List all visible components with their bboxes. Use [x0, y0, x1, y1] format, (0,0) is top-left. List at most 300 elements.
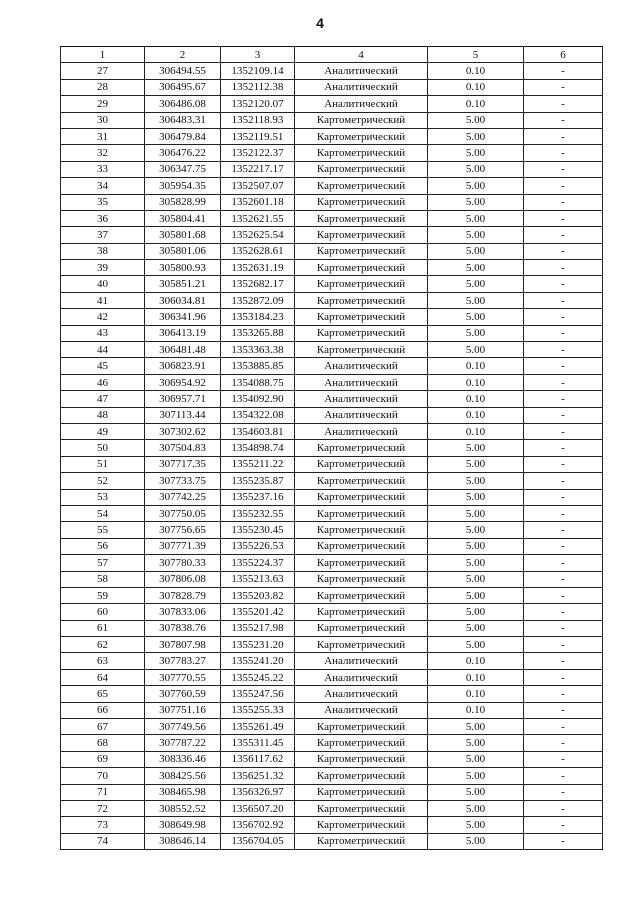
y-coordinate-cell: 1356702.92 [221, 817, 295, 833]
x-coordinate-cell: 306034.81 [145, 292, 221, 308]
description-cell: - [524, 473, 603, 489]
description-cell: - [524, 112, 603, 128]
point-number-cell: 60 [61, 604, 145, 620]
y-coordinate-cell: 1352621.55 [221, 210, 295, 226]
point-number-cell: 43 [61, 325, 145, 341]
table-row [61, 407, 603, 423]
method-cell: Картометрический [295, 538, 428, 554]
description-cell: - [524, 178, 603, 194]
accuracy-cell: 5.00 [428, 440, 524, 456]
description-cell: - [524, 538, 603, 554]
table-row [61, 325, 603, 341]
point-number-cell: 33 [61, 161, 145, 177]
description-cell: - [524, 637, 603, 653]
x-coordinate-cell: 307780.33 [145, 555, 221, 571]
method-cell: Картометрический [295, 112, 428, 128]
accuracy-cell: 5.00 [428, 587, 524, 603]
x-coordinate-cell: 308552.52 [145, 800, 221, 816]
point-number-cell: 51 [61, 456, 145, 472]
table-row [61, 489, 603, 505]
x-coordinate-cell: 307742.25 [145, 489, 221, 505]
accuracy-cell: 5.00 [428, 194, 524, 210]
accuracy-cell: 5.00 [428, 719, 524, 735]
table-row [61, 358, 603, 374]
method-cell: Картометрический [295, 751, 428, 767]
accuracy-cell: 5.00 [428, 178, 524, 194]
table-row [61, 292, 603, 308]
x-coordinate-cell: 306479.84 [145, 128, 221, 144]
accuracy-cell: 5.00 [428, 784, 524, 800]
y-coordinate-cell: 1355247.56 [221, 686, 295, 702]
description-cell: - [524, 702, 603, 718]
point-number-cell: 73 [61, 817, 145, 833]
method-cell: Картометрический [295, 817, 428, 833]
table-row [61, 112, 603, 128]
y-coordinate-cell: 1354088.75 [221, 374, 295, 390]
column-header-y-coordinate: 3 [221, 47, 295, 63]
y-coordinate-cell: 1352120.07 [221, 96, 295, 112]
y-coordinate-cell: 1356704.05 [221, 833, 295, 849]
x-coordinate-cell: 305851.21 [145, 276, 221, 292]
accuracy-cell: 5.00 [428, 342, 524, 358]
accuracy-cell: 5.00 [428, 817, 524, 833]
method-cell: Аналитический [295, 391, 428, 407]
table-body [61, 63, 603, 850]
y-coordinate-cell: 1353363.38 [221, 342, 295, 358]
accuracy-cell: 5.00 [428, 538, 524, 554]
method-cell: Картометрический [295, 145, 428, 161]
description-cell: - [524, 210, 603, 226]
table-row [61, 276, 603, 292]
y-coordinate-cell: 1355201.42 [221, 604, 295, 620]
description-cell: - [524, 161, 603, 177]
method-cell: Картометрический [295, 604, 428, 620]
x-coordinate-cell: 306486.08 [145, 96, 221, 112]
table-row [61, 210, 603, 226]
description-cell: - [524, 63, 603, 79]
point-number-cell: 57 [61, 555, 145, 571]
table-row [61, 604, 603, 620]
accuracy-cell: 5.00 [428, 325, 524, 341]
description-cell: - [524, 800, 603, 816]
point-number-cell: 47 [61, 391, 145, 407]
x-coordinate-cell: 307113.44 [145, 407, 221, 423]
accuracy-cell: 5.00 [428, 456, 524, 472]
x-coordinate-cell: 305801.06 [145, 243, 221, 259]
point-number-cell: 55 [61, 522, 145, 538]
accuracy-cell: 0.10 [428, 374, 524, 390]
accuracy-cell: 0.10 [428, 391, 524, 407]
method-cell: Картометрический [295, 833, 428, 849]
accuracy-cell: 5.00 [428, 128, 524, 144]
table-row [61, 423, 603, 439]
x-coordinate-cell: 307828.79 [145, 587, 221, 603]
table-row [61, 702, 603, 718]
x-coordinate-cell: 307806.08 [145, 571, 221, 587]
x-coordinate-cell: 306957.71 [145, 391, 221, 407]
table-row [61, 128, 603, 144]
table-row [61, 194, 603, 210]
description-cell: - [524, 784, 603, 800]
x-coordinate-cell: 305800.93 [145, 260, 221, 276]
method-cell: Картометрический [295, 178, 428, 194]
accuracy-cell: 0.10 [428, 702, 524, 718]
method-cell: Аналитический [295, 79, 428, 95]
table-row [61, 571, 603, 587]
x-coordinate-cell: 307771.39 [145, 538, 221, 554]
x-coordinate-cell: 307749.56 [145, 719, 221, 735]
method-cell: Картометрический [295, 276, 428, 292]
point-number-cell: 44 [61, 342, 145, 358]
method-cell: Аналитический [295, 96, 428, 112]
point-number-cell: 49 [61, 423, 145, 439]
x-coordinate-cell: 307302.62 [145, 423, 221, 439]
accuracy-cell: 5.00 [428, 260, 524, 276]
accuracy-cell: 5.00 [428, 145, 524, 161]
method-cell: Картометрический [295, 243, 428, 259]
x-coordinate-cell: 307807.98 [145, 637, 221, 653]
accuracy-cell: 5.00 [428, 489, 524, 505]
description-cell: - [524, 686, 603, 702]
y-coordinate-cell: 1354898.74 [221, 440, 295, 456]
accuracy-cell: 5.00 [428, 800, 524, 816]
point-number-cell: 74 [61, 833, 145, 849]
y-coordinate-cell: 1353265.88 [221, 325, 295, 341]
accuracy-cell: 5.00 [428, 571, 524, 587]
table-row [61, 342, 603, 358]
accuracy-cell: 5.00 [428, 522, 524, 538]
table-row [61, 637, 603, 653]
table-row [61, 751, 603, 767]
x-coordinate-cell: 306483.31 [145, 112, 221, 128]
accuracy-cell: 5.00 [428, 735, 524, 751]
table-row [61, 669, 603, 685]
description-cell: - [524, 194, 603, 210]
description-cell: - [524, 128, 603, 144]
description-cell: - [524, 653, 603, 669]
method-cell: Аналитический [295, 653, 428, 669]
description-cell: - [524, 227, 603, 243]
coordinates-table [60, 46, 603, 850]
point-number-cell: 72 [61, 800, 145, 816]
method-cell: Аналитический [295, 686, 428, 702]
x-coordinate-cell: 307750.05 [145, 505, 221, 521]
method-cell: Картометрический [295, 473, 428, 489]
page-number: 4 [316, 15, 324, 31]
method-cell: Картометрический [295, 768, 428, 784]
description-cell: - [524, 374, 603, 390]
table-row [61, 735, 603, 751]
method-cell: Картометрический [295, 587, 428, 603]
description-cell: - [524, 358, 603, 374]
y-coordinate-cell: 1355211.22 [221, 456, 295, 472]
point-number-cell: 64 [61, 669, 145, 685]
point-number-cell: 40 [61, 276, 145, 292]
header-row [61, 47, 603, 63]
point-number-cell: 41 [61, 292, 145, 308]
method-cell: Картометрический [295, 784, 428, 800]
y-coordinate-cell: 1356117.62 [221, 751, 295, 767]
method-cell: Аналитический [295, 423, 428, 439]
column-header-point-number: 1 [61, 47, 145, 63]
method-cell: Картометрический [295, 555, 428, 571]
point-number-cell: 36 [61, 210, 145, 226]
table-row [61, 505, 603, 521]
accuracy-cell: 5.00 [428, 161, 524, 177]
y-coordinate-cell: 1352507.07 [221, 178, 295, 194]
point-number-cell: 58 [61, 571, 145, 587]
point-number-cell: 35 [61, 194, 145, 210]
y-coordinate-cell: 1352112.38 [221, 79, 295, 95]
table-row [61, 309, 603, 325]
column-header-description: 6 [524, 47, 603, 63]
description-cell: - [524, 145, 603, 161]
x-coordinate-cell: 307504.83 [145, 440, 221, 456]
method-cell: Аналитический [295, 374, 428, 390]
point-number-cell: 62 [61, 637, 145, 653]
x-coordinate-cell: 307756.65 [145, 522, 221, 538]
y-coordinate-cell: 1352628.61 [221, 243, 295, 259]
y-coordinate-cell: 1356326.97 [221, 784, 295, 800]
method-cell: Картометрический [295, 505, 428, 521]
accuracy-cell: 5.00 [428, 276, 524, 292]
x-coordinate-cell: 307717.35 [145, 456, 221, 472]
x-coordinate-cell: 307770.55 [145, 669, 221, 685]
table-row [61, 96, 603, 112]
x-coordinate-cell: 305804.41 [145, 210, 221, 226]
table-row [61, 243, 603, 259]
accuracy-cell: 0.10 [428, 669, 524, 685]
point-number-cell: 38 [61, 243, 145, 259]
table-row [61, 145, 603, 161]
y-coordinate-cell: 1352119.51 [221, 128, 295, 144]
description-cell: - [524, 571, 603, 587]
y-coordinate-cell: 1355245.22 [221, 669, 295, 685]
x-coordinate-cell: 308465.98 [145, 784, 221, 800]
accuracy-cell: 0.10 [428, 686, 524, 702]
description-cell: - [524, 522, 603, 538]
accuracy-cell: 5.00 [428, 768, 524, 784]
table-row [61, 79, 603, 95]
method-cell: Картометрический [295, 719, 428, 735]
description-cell: - [524, 587, 603, 603]
method-cell: Картометрический [295, 210, 428, 226]
point-number-cell: 53 [61, 489, 145, 505]
table-row [61, 620, 603, 636]
y-coordinate-cell: 1355224.37 [221, 555, 295, 571]
point-number-cell: 39 [61, 260, 145, 276]
point-number-cell: 52 [61, 473, 145, 489]
description-cell: - [524, 79, 603, 95]
accuracy-cell: 0.10 [428, 63, 524, 79]
y-coordinate-cell: 1355235.87 [221, 473, 295, 489]
y-coordinate-cell: 1353885.85 [221, 358, 295, 374]
column-header-accuracy: 5 [428, 47, 524, 63]
method-cell: Картометрический [295, 637, 428, 653]
point-number-cell: 59 [61, 587, 145, 603]
method-cell: Картометрический [295, 260, 428, 276]
y-coordinate-cell: 1355241.20 [221, 653, 295, 669]
y-coordinate-cell: 1355261.49 [221, 719, 295, 735]
description-cell: - [524, 456, 603, 472]
x-coordinate-cell: 307838.76 [145, 620, 221, 636]
description-cell: - [524, 751, 603, 767]
description-cell: - [524, 833, 603, 849]
table-row [61, 833, 603, 849]
description-cell: - [524, 292, 603, 308]
table-row [61, 686, 603, 702]
x-coordinate-cell: 306347.75 [145, 161, 221, 177]
y-coordinate-cell: 1355237.16 [221, 489, 295, 505]
method-cell: Картометрический [295, 800, 428, 816]
method-cell: Картометрический [295, 227, 428, 243]
table-row [61, 374, 603, 390]
description-cell: - [524, 260, 603, 276]
x-coordinate-cell: 308649.98 [145, 817, 221, 833]
y-coordinate-cell: 1355217.98 [221, 620, 295, 636]
accuracy-cell: 5.00 [428, 833, 524, 849]
y-coordinate-cell: 1352601.18 [221, 194, 295, 210]
point-number-cell: 70 [61, 768, 145, 784]
point-number-cell: 37 [61, 227, 145, 243]
x-coordinate-cell: 308425.56 [145, 768, 221, 784]
y-coordinate-cell: 1352682.17 [221, 276, 295, 292]
description-cell: - [524, 669, 603, 685]
accuracy-cell: 5.00 [428, 604, 524, 620]
accuracy-cell: 0.10 [428, 653, 524, 669]
x-coordinate-cell: 308336.46 [145, 751, 221, 767]
point-number-cell: 66 [61, 702, 145, 718]
method-cell: Картометрический [295, 342, 428, 358]
y-coordinate-cell: 1354603.81 [221, 423, 295, 439]
x-coordinate-cell: 307833.06 [145, 604, 221, 620]
y-coordinate-cell: 1352631.19 [221, 260, 295, 276]
accuracy-cell: 5.00 [428, 309, 524, 325]
y-coordinate-cell: 1352217.17 [221, 161, 295, 177]
x-coordinate-cell: 306954.92 [145, 374, 221, 390]
description-cell: - [524, 719, 603, 735]
method-cell: Аналитический [295, 358, 428, 374]
y-coordinate-cell: 1354092.90 [221, 391, 295, 407]
table-row [61, 260, 603, 276]
description-cell: - [524, 735, 603, 751]
x-coordinate-cell: 306495.67 [145, 79, 221, 95]
point-number-cell: 56 [61, 538, 145, 554]
y-coordinate-cell: 1355255.33 [221, 702, 295, 718]
description-cell: - [524, 505, 603, 521]
point-number-cell: 34 [61, 178, 145, 194]
point-number-cell: 27 [61, 63, 145, 79]
point-number-cell: 71 [61, 784, 145, 800]
point-number-cell: 67 [61, 719, 145, 735]
description-cell: - [524, 391, 603, 407]
x-coordinate-cell: 306481.48 [145, 342, 221, 358]
accuracy-cell: 5.00 [428, 620, 524, 636]
accuracy-cell: 5.00 [428, 243, 524, 259]
point-number-cell: 68 [61, 735, 145, 751]
table-row [61, 440, 603, 456]
method-cell: Картометрический [295, 489, 428, 505]
x-coordinate-cell: 306823.91 [145, 358, 221, 374]
method-cell: Картометрический [295, 522, 428, 538]
y-coordinate-cell: 1353184.23 [221, 309, 295, 325]
method-cell: Картометрический [295, 620, 428, 636]
x-coordinate-cell: 307751.16 [145, 702, 221, 718]
y-coordinate-cell: 1352625.54 [221, 227, 295, 243]
description-cell: - [524, 342, 603, 358]
method-cell: Аналитический [295, 669, 428, 685]
column-header-x-coordinate: 2 [145, 47, 221, 63]
table-header [61, 47, 603, 63]
accuracy-cell: 5.00 [428, 505, 524, 521]
description-cell: - [524, 309, 603, 325]
table-row [61, 555, 603, 571]
y-coordinate-cell: 1355203.82 [221, 587, 295, 603]
method-cell: Картометрический [295, 161, 428, 177]
table-row [61, 456, 603, 472]
accuracy-cell: 0.10 [428, 358, 524, 374]
x-coordinate-cell: 305954.35 [145, 178, 221, 194]
table-row [61, 653, 603, 669]
method-cell: Картометрический [295, 194, 428, 210]
table-row [61, 719, 603, 735]
description-cell: - [524, 620, 603, 636]
y-coordinate-cell: 1356251.32 [221, 768, 295, 784]
x-coordinate-cell: 307783.27 [145, 653, 221, 669]
description-cell: - [524, 604, 603, 620]
y-coordinate-cell: 1354322.08 [221, 407, 295, 423]
y-coordinate-cell: 1356507.20 [221, 800, 295, 816]
method-cell: Картометрический [295, 128, 428, 144]
point-number-cell: 48 [61, 407, 145, 423]
x-coordinate-cell: 306476.22 [145, 145, 221, 161]
method-cell: Аналитический [295, 407, 428, 423]
y-coordinate-cell: 1355226.53 [221, 538, 295, 554]
x-coordinate-cell: 306341.96 [145, 309, 221, 325]
description-cell: - [524, 555, 603, 571]
point-number-cell: 32 [61, 145, 145, 161]
accuracy-cell: 5.00 [428, 112, 524, 128]
x-coordinate-cell: 307787.22 [145, 735, 221, 751]
point-number-cell: 29 [61, 96, 145, 112]
point-number-cell: 45 [61, 358, 145, 374]
accuracy-cell: 0.10 [428, 96, 524, 112]
table-row [61, 63, 603, 79]
point-number-cell: 28 [61, 79, 145, 95]
x-coordinate-cell: 308646.14 [145, 833, 221, 849]
method-cell: Картометрический [295, 440, 428, 456]
description-cell: - [524, 817, 603, 833]
method-cell: Картометрический [295, 325, 428, 341]
x-coordinate-cell: 306494.55 [145, 63, 221, 79]
description-cell: - [524, 407, 603, 423]
accuracy-cell: 0.10 [428, 407, 524, 423]
table-row [61, 227, 603, 243]
x-coordinate-cell: 306413.19 [145, 325, 221, 341]
accuracy-cell: 5.00 [428, 210, 524, 226]
y-coordinate-cell: 1355213.63 [221, 571, 295, 587]
description-cell: - [524, 325, 603, 341]
method-cell: Картометрический [295, 735, 428, 751]
table-row [61, 538, 603, 554]
accuracy-cell: 0.10 [428, 423, 524, 439]
point-number-cell: 69 [61, 751, 145, 767]
point-number-cell: 63 [61, 653, 145, 669]
point-number-cell: 65 [61, 686, 145, 702]
method-cell: Аналитический [295, 702, 428, 718]
description-cell: - [524, 96, 603, 112]
y-coordinate-cell: 1355231.20 [221, 637, 295, 653]
